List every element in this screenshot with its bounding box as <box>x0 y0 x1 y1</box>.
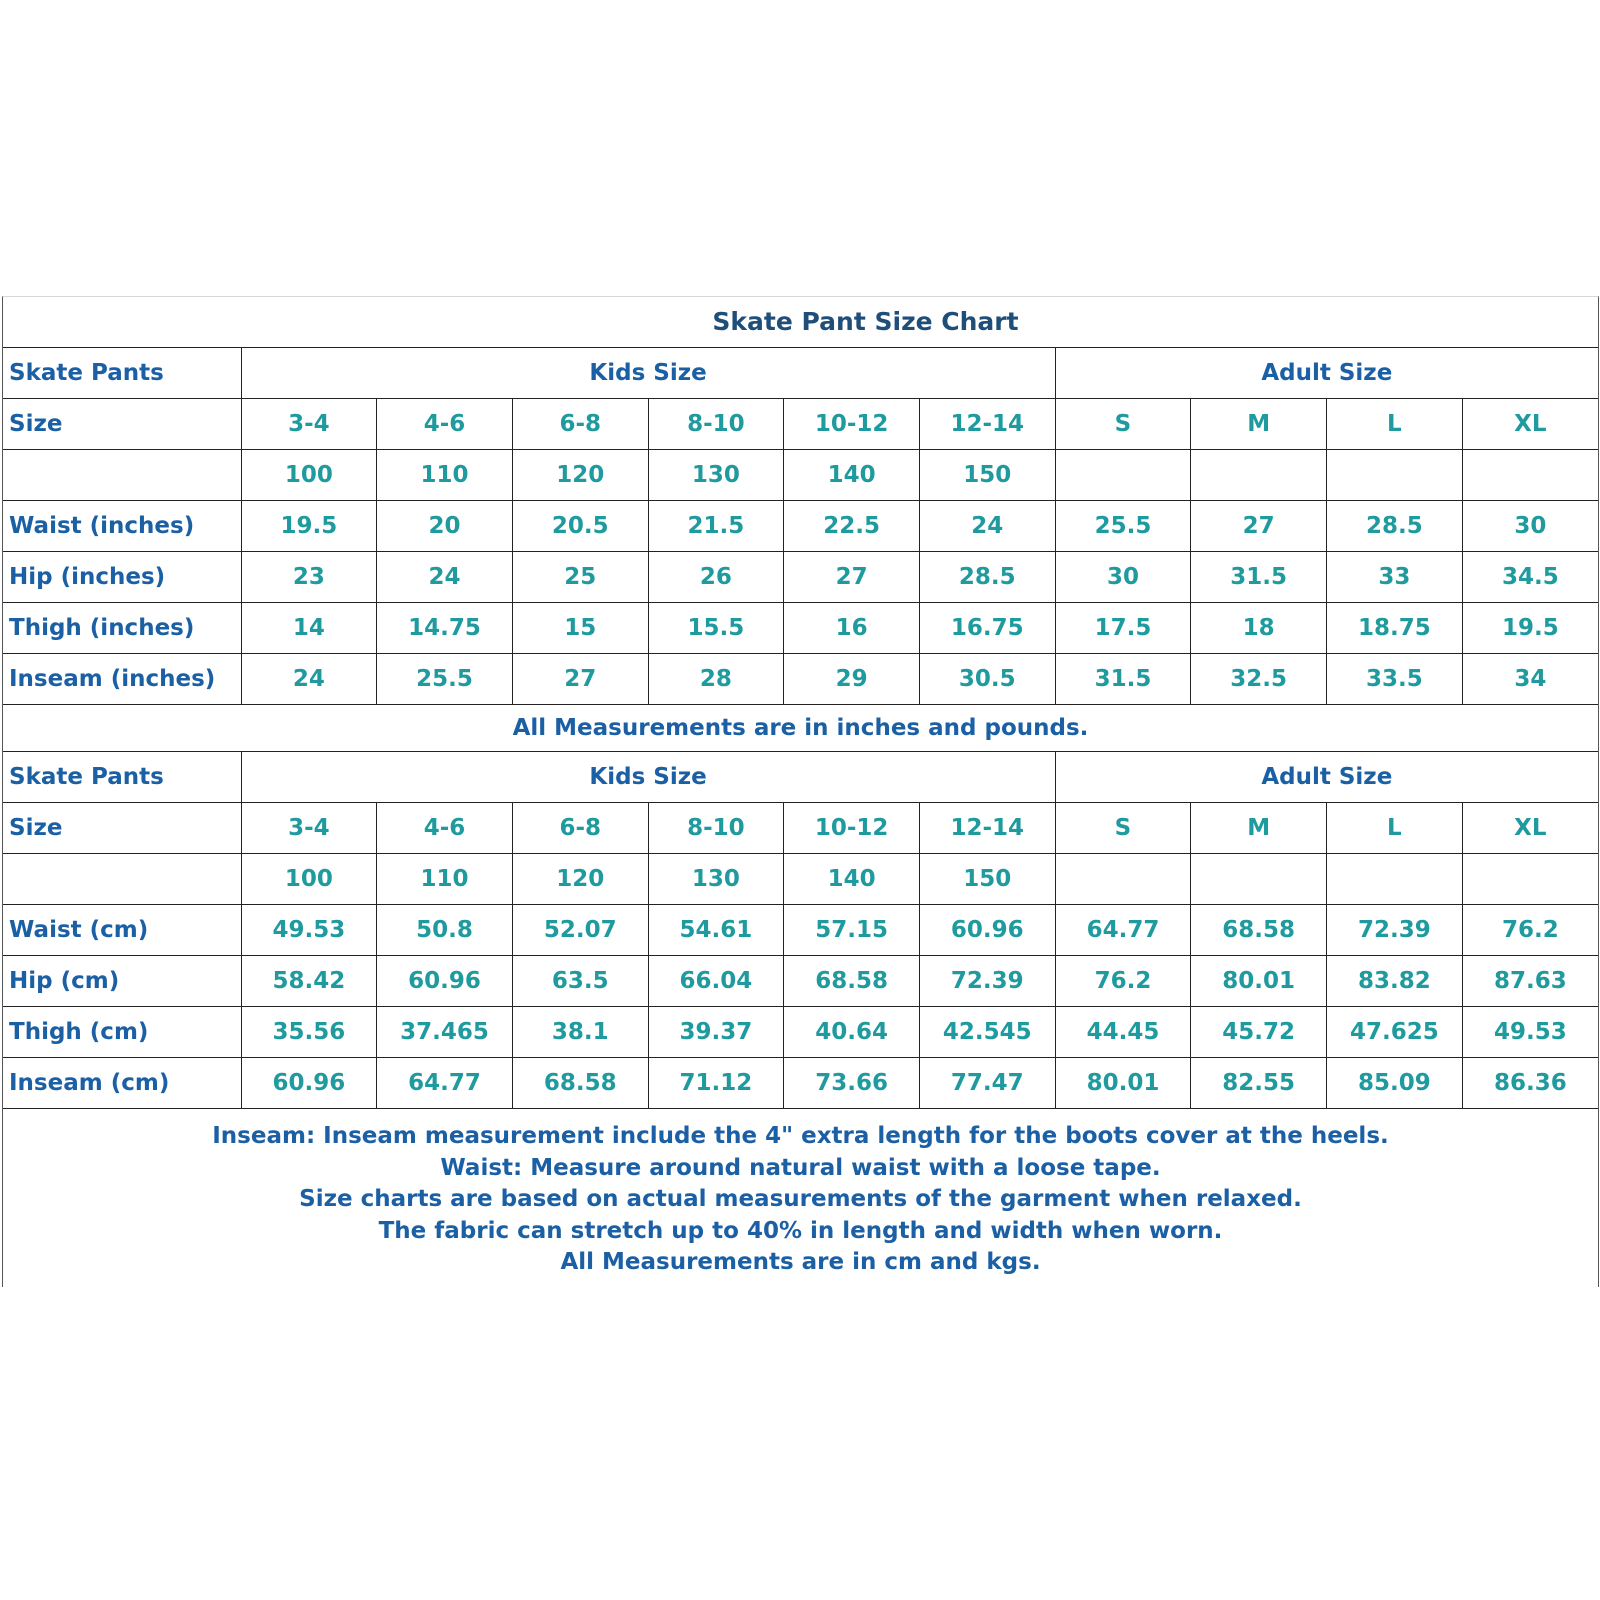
value-cell: 29 <box>784 654 920 705</box>
value-cell: 18 <box>1191 603 1327 654</box>
size-cell: L <box>1327 803 1463 854</box>
height-cell <box>1327 450 1463 501</box>
table-row <box>3 654 1598 705</box>
height-cell: 100 <box>241 450 377 501</box>
size-cell: M <box>1191 399 1327 450</box>
value-cell: 27 <box>1191 501 1327 552</box>
note-line: Inseam: Inseam measurement include the 4" extra length for the boots cover at the heels. <box>212 1123 1389 1149</box>
value-cell: 80.01 <box>1055 1058 1191 1109</box>
row-label: Size <box>3 399 241 450</box>
value-cell: 34 <box>1462 654 1598 705</box>
value-cell: 25.5 <box>1055 501 1191 552</box>
value-cell: 85.09 <box>1327 1058 1463 1109</box>
value-cell: 40.64 <box>784 1007 920 1058</box>
height-cell <box>1055 854 1191 905</box>
value-cell: 28 <box>648 654 784 705</box>
value-cell: 32.5 <box>1191 654 1327 705</box>
note-line: Size charts are based on actual measurements of the garment when relaxed. <box>299 1186 1302 1212</box>
value-cell: 22.5 <box>784 501 920 552</box>
size-cell: 3-4 <box>241 803 377 854</box>
size-cell: S <box>1055 399 1191 450</box>
row-label: Size <box>3 803 241 854</box>
value-cell: 64.77 <box>1055 905 1191 956</box>
value-cell: 28.5 <box>919 552 1055 603</box>
value-cell: 45.72 <box>1191 1007 1327 1058</box>
value-cell: 42.545 <box>919 1007 1055 1058</box>
value-cell: 15 <box>512 603 648 654</box>
value-cell: 64.77 <box>377 1058 513 1109</box>
inches-units-note: All Measurements are in inches and pounds. <box>512 715 1089 741</box>
value-cell: 26 <box>648 552 784 603</box>
table-row <box>3 956 1598 1007</box>
height-cell: 130 <box>648 854 784 905</box>
value-cell: 86.36 <box>1462 1058 1598 1109</box>
value-cell: 87.63 <box>1462 956 1598 1007</box>
value-cell: 24 <box>241 654 377 705</box>
chart-title: Skate Pant Size Chart <box>712 307 1019 336</box>
value-cell: 66.04 <box>648 956 784 1007</box>
kids-size-header: Kids Size <box>241 348 1055 399</box>
value-cell: 72.39 <box>1327 905 1463 956</box>
value-cell: 16.75 <box>919 603 1055 654</box>
value-cell: 24 <box>919 501 1055 552</box>
row-label: Hip (inches) <box>3 552 241 603</box>
value-cell: 47.625 <box>1327 1007 1463 1058</box>
value-cell: 39.37 <box>648 1007 784 1058</box>
height-cell <box>1191 450 1327 501</box>
value-cell: 83.82 <box>1327 956 1463 1007</box>
height-row <box>3 450 1598 501</box>
value-cell: 27 <box>784 552 920 603</box>
adult-size-header: Adult Size <box>1055 348 1598 399</box>
value-cell: 17.5 <box>1055 603 1191 654</box>
value-cell: 28.5 <box>1327 501 1463 552</box>
group-header-row <box>3 752 1598 803</box>
row-label: Thigh (inches) <box>3 603 241 654</box>
notes-section <box>3 1109 1598 1287</box>
group-header-row <box>3 348 1598 399</box>
value-cell: 23 <box>241 552 377 603</box>
value-cell: 68.58 <box>1191 905 1327 956</box>
value-cell: 82.55 <box>1191 1058 1327 1109</box>
value-cell: 16 <box>784 603 920 654</box>
value-cell: 76.2 <box>1055 956 1191 1007</box>
value-cell: 20.5 <box>512 501 648 552</box>
value-cell: 15.5 <box>648 603 784 654</box>
note-line: The fabric can stretch up to 40% in length and width when worn. <box>378 1217 1223 1244</box>
value-cell: 20 <box>377 501 513 552</box>
size-row <box>3 803 1598 854</box>
row-label <box>3 854 241 905</box>
value-cell: 27 <box>512 654 648 705</box>
value-cell: 71.12 <box>648 1058 784 1109</box>
note-line: Waist: Measure around natural waist with a loose tape. <box>440 1154 1161 1181</box>
table-row <box>3 1058 1598 1109</box>
value-cell: 44.45 <box>1055 1007 1191 1058</box>
value-cell: 73.66 <box>784 1058 920 1109</box>
value-cell: 34.5 <box>1462 552 1598 603</box>
value-cell: 80.01 <box>1191 956 1327 1007</box>
table-row <box>3 1007 1598 1058</box>
value-cell: 14 <box>241 603 377 654</box>
value-cell: 60.96 <box>919 905 1055 956</box>
value-cell: 49.53 <box>241 905 377 956</box>
value-cell: 33.5 <box>1327 654 1463 705</box>
height-cell: 150 <box>919 450 1055 501</box>
size-cell: M <box>1191 803 1327 854</box>
note-line: All Measurements are in cm and kgs. <box>560 1249 1041 1275</box>
value-cell: 60.96 <box>241 1058 377 1109</box>
row-label: Hip (cm) <box>3 956 241 1007</box>
adult-size-header: Adult Size <box>1055 752 1598 803</box>
height-cell <box>1055 450 1191 501</box>
size-cell: 6-8 <box>512 803 648 854</box>
height-cell: 140 <box>784 450 920 501</box>
value-cell: 33 <box>1327 552 1463 603</box>
row-label: Waist (cm) <box>3 905 241 956</box>
value-cell: 50.8 <box>377 905 513 956</box>
height-cell: 140 <box>784 854 920 905</box>
row-label: Skate Pants <box>3 752 241 803</box>
value-cell: 21.5 <box>648 501 784 552</box>
value-cell: 25.5 <box>377 654 513 705</box>
size-cell: XL <box>1462 803 1598 854</box>
value-cell: 38.1 <box>512 1007 648 1058</box>
value-cell: 68.58 <box>784 956 920 1007</box>
size-cell: 4-6 <box>377 399 513 450</box>
value-cell: 30.5 <box>919 654 1055 705</box>
value-cell: 24 <box>377 552 513 603</box>
height-cell <box>1462 854 1598 905</box>
value-cell: 60.96 <box>377 956 513 1007</box>
value-cell: 37.465 <box>377 1007 513 1058</box>
value-cell: 31.5 <box>1055 654 1191 705</box>
size-cell: 4-6 <box>377 803 513 854</box>
kids-size-header: Kids Size <box>241 752 1055 803</box>
height-cell: 130 <box>648 450 784 501</box>
inches-size-table <box>3 347 1598 705</box>
value-cell: 58.42 <box>241 956 377 1007</box>
size-cell: 12-14 <box>919 399 1055 450</box>
size-cell: 10-12 <box>784 803 920 854</box>
height-cell: 120 <box>512 450 648 501</box>
cm-size-table <box>3 751 1598 1109</box>
row-label <box>3 450 241 501</box>
row-label: Inseam (inches) <box>3 654 241 705</box>
height-cell: 100 <box>241 854 377 905</box>
row-label: Inseam (cm) <box>3 1058 241 1109</box>
value-cell: 19.5 <box>241 501 377 552</box>
value-cell: 25 <box>512 552 648 603</box>
height-cell: 110 <box>377 854 513 905</box>
value-cell: 76.2 <box>1462 905 1598 956</box>
height-cell <box>1327 854 1463 905</box>
row-label: Thigh (cm) <box>3 1007 241 1058</box>
value-cell: 30 <box>1462 501 1598 552</box>
size-cell: 10-12 <box>784 399 920 450</box>
table-row <box>3 603 1598 654</box>
height-cell: 150 <box>919 854 1055 905</box>
size-cell: 6-8 <box>512 399 648 450</box>
value-cell: 19.5 <box>1462 603 1598 654</box>
row-label: Skate Pants <box>3 348 241 399</box>
height-row <box>3 854 1598 905</box>
value-cell: 18.75 <box>1327 603 1463 654</box>
value-cell: 14.75 <box>377 603 513 654</box>
value-cell: 49.53 <box>1462 1007 1598 1058</box>
value-cell: 35.56 <box>241 1007 377 1058</box>
size-cell: L <box>1327 399 1463 450</box>
size-cell: 8-10 <box>648 803 784 854</box>
size-cell: S <box>1055 803 1191 854</box>
value-cell: 57.15 <box>784 905 920 956</box>
size-chart <box>2 296 1599 1287</box>
height-cell <box>1462 450 1598 501</box>
value-cell: 68.58 <box>512 1058 648 1109</box>
row-label: Waist (inches) <box>3 501 241 552</box>
value-cell: 30 <box>1055 552 1191 603</box>
table-row <box>3 905 1598 956</box>
size-cell: XL <box>1462 399 1598 450</box>
size-row <box>3 399 1598 450</box>
table-row <box>3 501 1598 552</box>
table-row <box>3 552 1598 603</box>
height-cell: 120 <box>512 854 648 905</box>
size-cell: 8-10 <box>648 399 784 450</box>
value-cell: 77.47 <box>919 1058 1055 1109</box>
value-cell: 54.61 <box>648 905 784 956</box>
value-cell: 72.39 <box>919 956 1055 1007</box>
size-cell: 3-4 <box>241 399 377 450</box>
height-cell <box>1191 854 1327 905</box>
value-cell: 63.5 <box>512 956 648 1007</box>
value-cell: 52.07 <box>512 905 648 956</box>
value-cell: 31.5 <box>1191 552 1327 603</box>
height-cell: 110 <box>377 450 513 501</box>
size-cell: 12-14 <box>919 803 1055 854</box>
